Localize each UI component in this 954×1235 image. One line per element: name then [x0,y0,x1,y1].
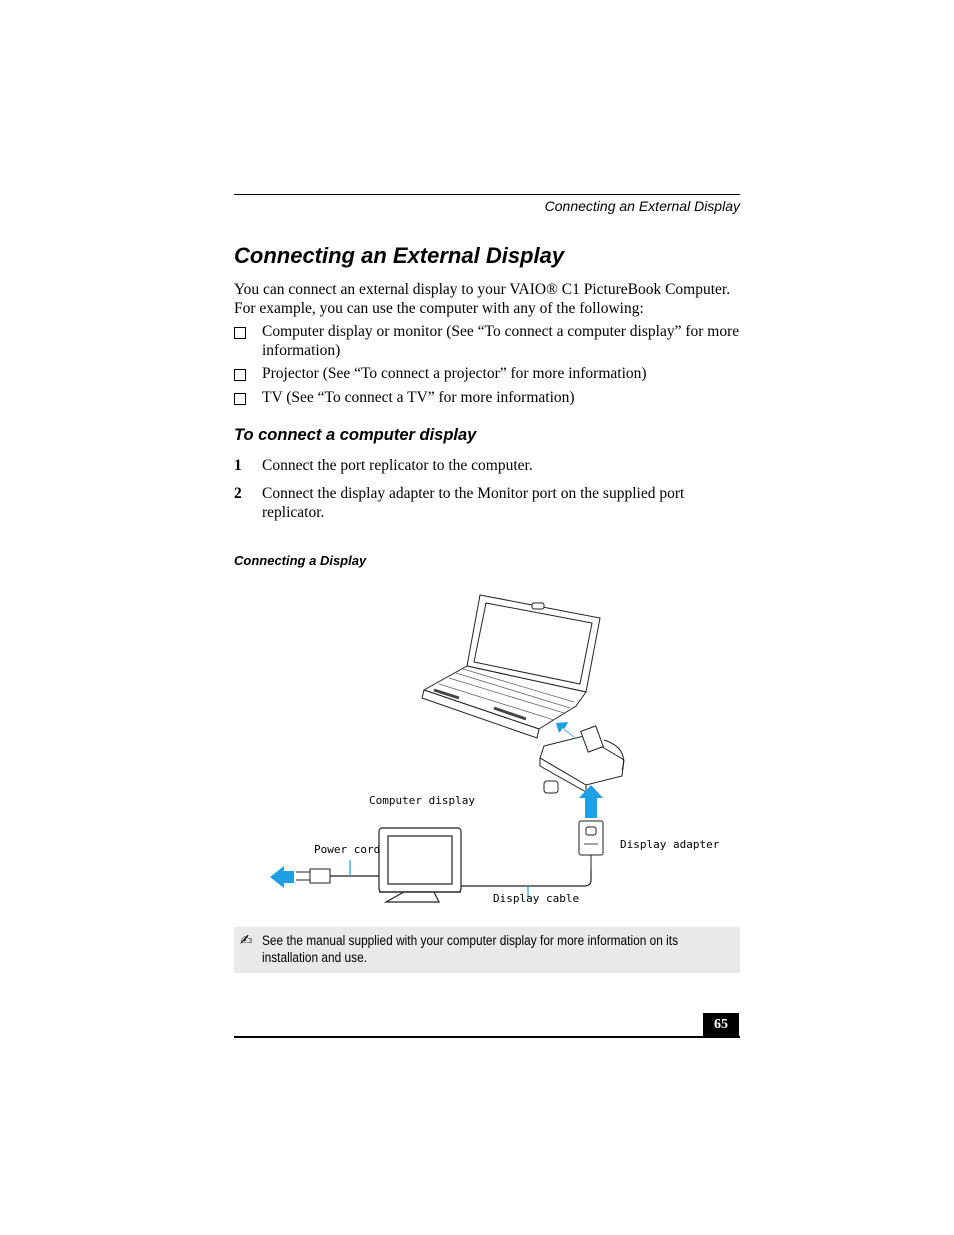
list-item-line: information) [262,342,341,359]
label-display-adapter: Display adapter [620,838,720,851]
laptop-illustration [422,595,600,738]
page-title: Connecting an External Display [234,243,565,268]
page-number: 65 [703,1013,739,1037]
pen-note-icon: ✍ [240,931,253,949]
step-text: Connect the display adapter to the Monitor port on the supplied port [262,485,685,502]
list-item-line: Computer display or monitor (See “To connect a computer display” for more [262,323,740,340]
list-item-line: TV (See “To connect a TV” for more information) [262,389,575,406]
procedure-heading: To connect a computer display [234,426,477,444]
list-item-line: Projector (See “To connect a projector” for more information) [262,365,647,382]
step-item [234,484,740,524]
display-adapter-illustration [579,821,603,870]
list-item [234,364,740,384]
list-item [234,322,740,362]
note-line: See the manual supplied with your computer display for more information on its [262,933,679,948]
list-item [234,388,740,408]
label-power-cord: Power cord [314,843,381,856]
step-item [234,456,740,476]
label-display-cable: Display cable [493,892,580,905]
step-text: Connect the port replicator to the computer. [262,457,533,474]
plug-icon [296,869,330,883]
intro-line-2: For example, you can use the computer with any of the following: [234,300,644,317]
note-line: installation and use. [262,950,368,965]
header-rule [234,194,740,195]
monitor-illustration [379,828,461,902]
figure-caption: Connecting a Display [234,553,367,568]
step-number: 1 [234,457,242,474]
step-text: replicator. [262,504,325,521]
port-replicator-illustration [540,726,624,793]
connection-illustration [234,580,740,920]
checkbox-bullet-icon [234,369,246,381]
note-box [234,927,740,973]
checkbox-bullet-icon [234,327,246,339]
running-header: Connecting an External Display [544,198,740,214]
footer-rule [234,1036,740,1038]
checkbox-bullet-icon [234,393,246,405]
label-computer-display: Computer display [369,794,475,807]
step-number: 2 [234,485,242,502]
intro-line-1: You can connect an external display to your VAIO® C1 PictureBook Computer. [234,281,731,298]
